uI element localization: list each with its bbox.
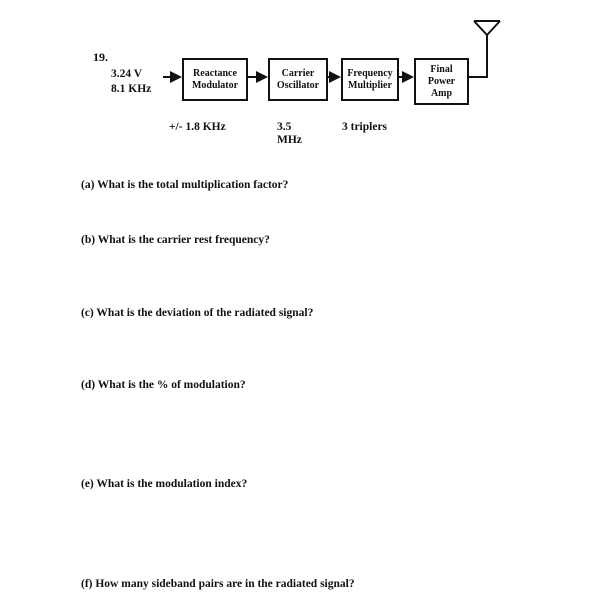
block-label: Power: [427, 75, 456, 87]
question-c: (c) What is the deviation of the radiated signal?: [81, 307, 314, 319]
question-f: (f) How many sideband pairs are in the radiated signal?: [81, 578, 355, 590]
question-b: (b) What is the carrier rest frequency?: [81, 234, 270, 246]
input-voltage: 3.24 V: [111, 68, 143, 80]
frequency-multiplier-block: [341, 58, 399, 101]
final-power-amp-block: [414, 58, 469, 105]
carrier-oscillator-block: [268, 58, 328, 101]
question-e: (e) What is the modulation index?: [81, 478, 248, 490]
deviation-note: +/- 1.8 KHz: [169, 121, 226, 133]
multiplier-note: 3 triplers: [342, 121, 388, 133]
antenna-icon: [474, 21, 500, 35]
question-a: (a) What is the total multiplication factor?: [81, 179, 289, 191]
input-frequency: 8.1 KHz: [111, 83, 152, 95]
problem-number: 19.: [93, 50, 108, 64]
block-label: Final: [430, 63, 453, 75]
block-label: Multiplier: [348, 79, 392, 91]
carrier-unit-note: MHz: [277, 134, 302, 146]
reactance-modulator-block: [182, 58, 248, 101]
carrier-value-note: 3.5: [277, 121, 292, 133]
block-label: Amp: [430, 87, 453, 99]
block-label: Oscillator: [276, 79, 320, 91]
block-label: Frequency: [347, 67, 393, 79]
block-label: Carrier: [281, 67, 315, 79]
block-label: Modulator: [191, 79, 239, 91]
block-label: Reactance: [193, 67, 237, 79]
question-d: (d) What is the % of modulation?: [81, 379, 246, 391]
antenna-feed-line: [469, 35, 487, 77]
